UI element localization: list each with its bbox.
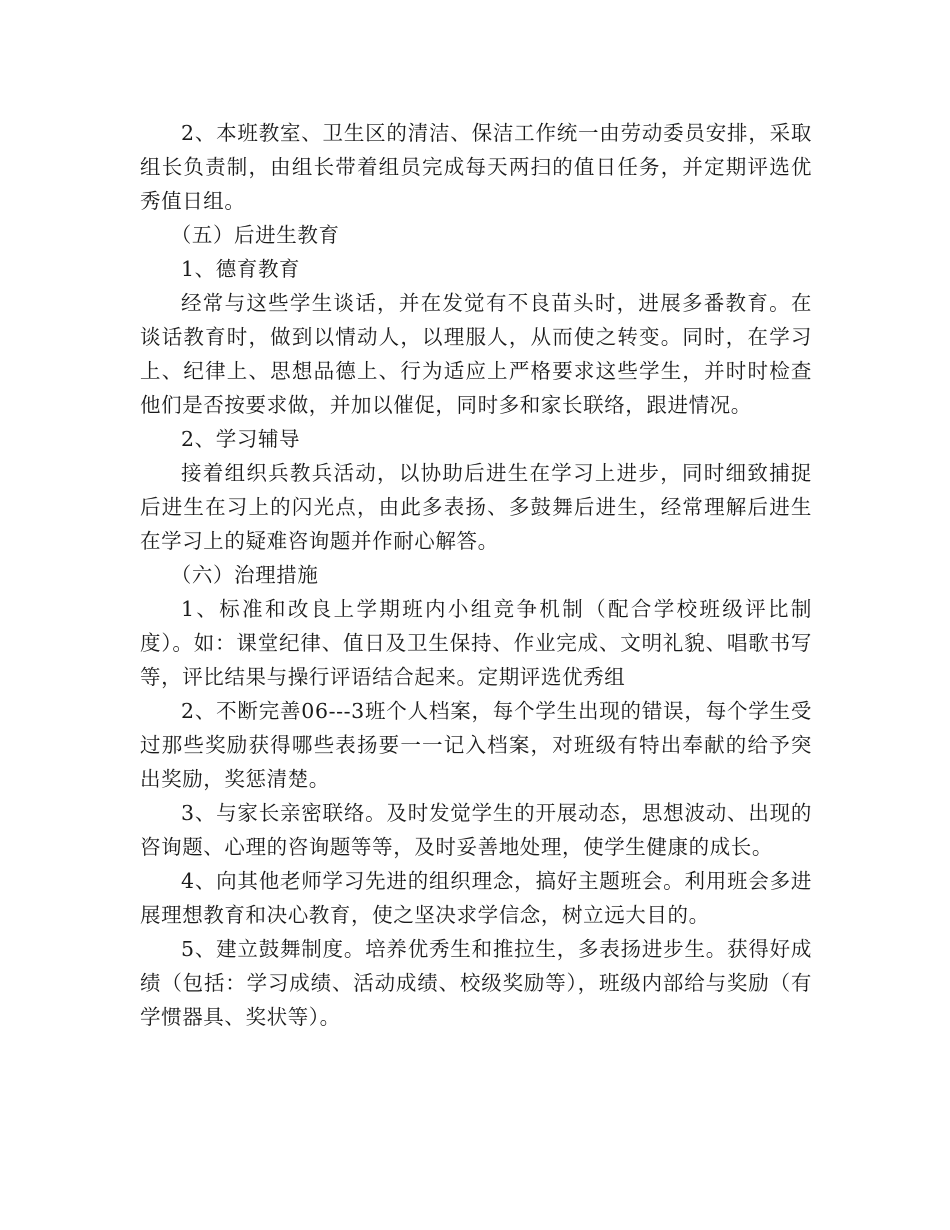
document-body xyxy=(140,116,812,1034)
paragraph-measure-2: 2、不断完善06---3班个人档案，每个学生出现的错误，每个学生受过那些奖励获得哪些表扬要一一记入档案，对班级有特出奉献的给予突出奖励，奖惩清楚。 xyxy=(140,699,812,791)
paragraph-cleaning-duty: 2、本班教室、卫生区的清洁、保洁工作统一由劳动委员安排，采取组长负责制，由组长带着组员完成每天两扫的值日任务，并定期评选优秀值日组。 xyxy=(140,121,812,213)
paragraph-measure-4: 4、向其他老师学习先进的组织理念，搞好主题班会。利用班会多进展理想教育和决心教育，使之坚决求学信念，树立远大目的。 xyxy=(140,869,812,927)
paragraph-measure-1: 1、标准和改良上学期班内小组竞争机制（配合学校班级评比制度）。如：课堂纪律、值日及卫生保持、作业完成、文明礼貌、唱歌书写等，评比结果与操行评语结合起来。定期评选优秀组 xyxy=(140,597,812,689)
paragraph-measure-3: 3、与家长亲密联络。及时发觉学生的开展动态，思想波动、出现的咨询题、心理的咨询题等等，及时妥善地处理，使学生健康的成长。 xyxy=(140,801,812,859)
paragraph-study-tutoring: 接着组织兵教兵活动，以协助后进生在学习上进步，同时细致捕捉后进生在习上的闪光点，由此多表扬、多鼓舞后进生，经常理解后进生在学习上的疑难咨询题并作耐心解答。 xyxy=(140,461,812,553)
paragraph-measure-5: 5、建立鼓舞制度。培养优秀生和推拉生，多表扬进步生。获得好成绩（包括：学习成绩、活动成绩、校级奖励等），班级内部给与奖励（有学惯器具、奖状等）。 xyxy=(140,937,812,1029)
section-heading-management-measures: （六）治理措施 xyxy=(170,563,319,587)
subheading-moral-education: 1、德育教育 xyxy=(181,257,301,281)
subheading-study-tutoring: 2、学习辅导 xyxy=(181,427,301,451)
paragraph-moral-education: 经常与这些学生谈话，并在发觉有不良苗头时，进展多番教育。在谈话教育时，做到以情动人，以理服人，从而使之转变。同时，在学习上、纪律上、思想品德上、行为适应上严格要求这些学生，并时时检查他们是否按要求做，并加以催促，同时多和家长联络，跟进情况。 xyxy=(140,291,812,417)
section-heading-underachiever-education: （五）后进生教育 xyxy=(170,223,340,247)
